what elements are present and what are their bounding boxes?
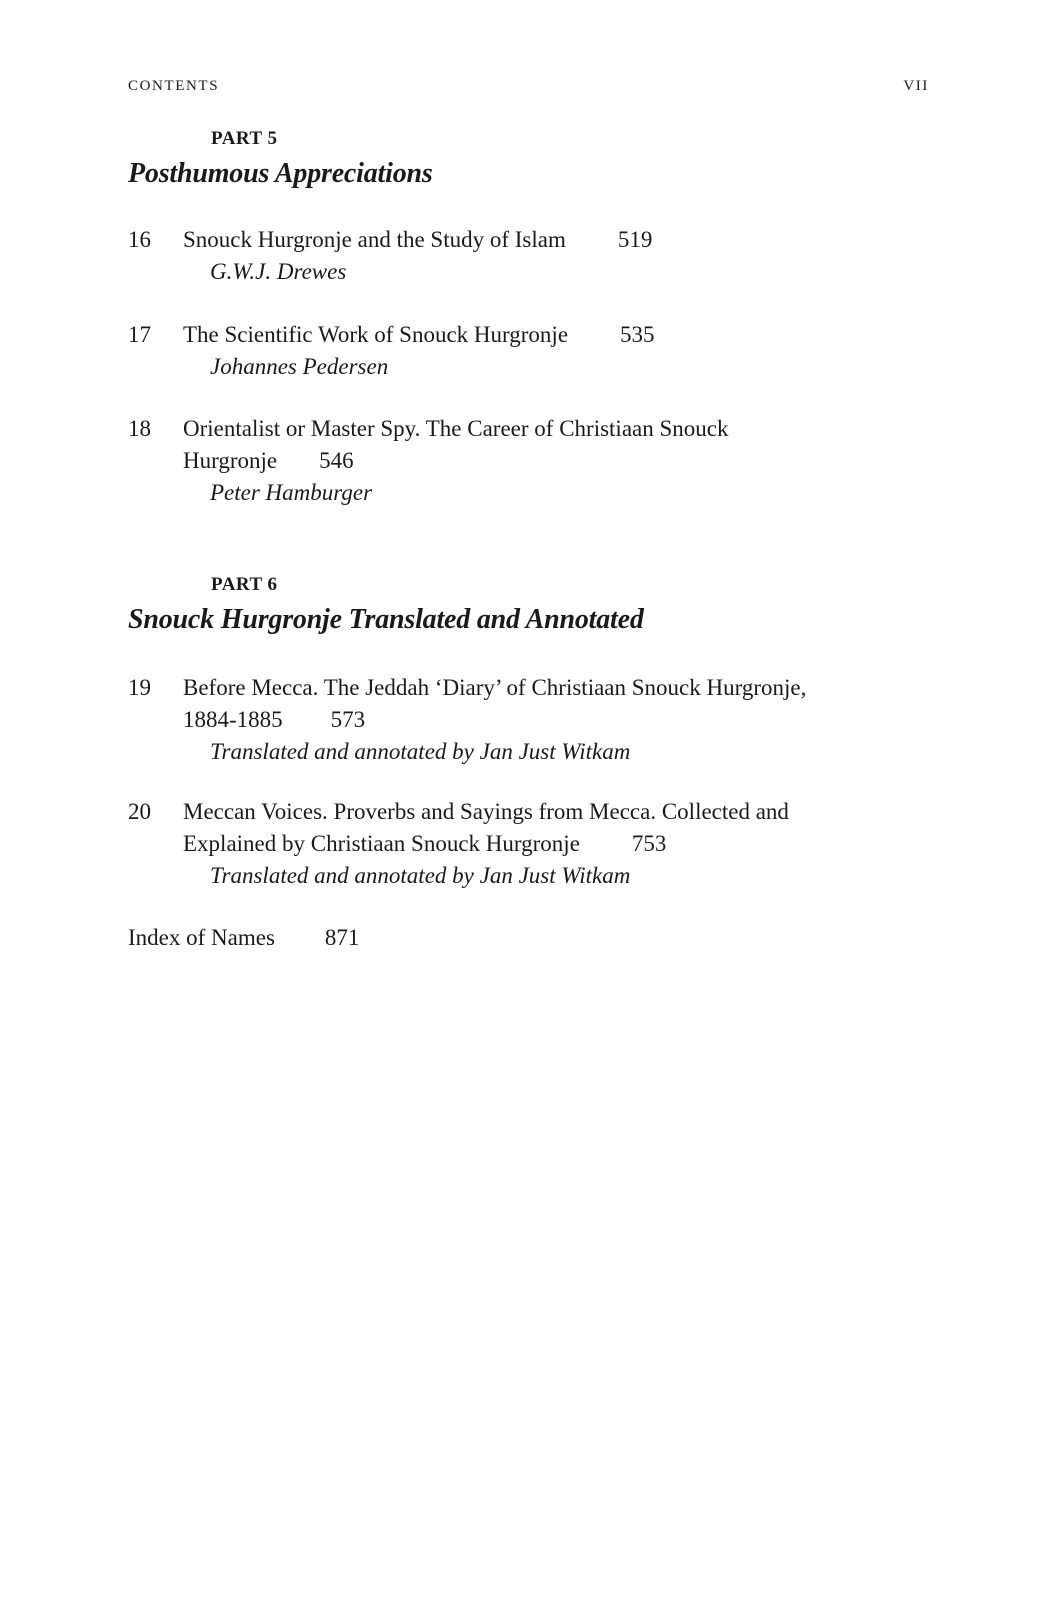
chapter-author: Peter Hamburger (210, 480, 373, 505)
chapter-author: Translated and annotated by Jan Just Witkam (210, 863, 631, 888)
toc-entry[interactable] (128, 672, 888, 768)
index-label: Index of Names (128, 925, 275, 950)
toc-entry[interactable] (128, 319, 888, 383)
part-label: PART 5 (211, 128, 278, 149)
chapter-page-number: 519 (617, 227, 653, 252)
chapter-author: Translated and annotated by Jan Just Witkam (210, 739, 631, 764)
chapter-page-number: 546 (319, 448, 354, 473)
toc-entry-index[interactable] (128, 922, 359, 954)
chapter-title-line-2: Hurgronje (183, 448, 278, 473)
chapter-page-number: 573 (330, 707, 366, 732)
chapter-number: 20 (128, 799, 151, 824)
chapter-page-number: 535 (620, 322, 655, 347)
chapter-title-line-1: Meccan Voices. Proverbs and Sayings from Mecca. Collected and (183, 799, 789, 824)
part-title: Posthumous Appreciations (128, 158, 433, 189)
index-page-number: 871 (324, 925, 360, 950)
part-label: PART 6 (211, 574, 278, 595)
chapter-title-line-2: Explained by Christiaan Snouck Hurgronje (183, 831, 580, 856)
toc-entry[interactable] (128, 796, 888, 892)
chapter-title: Snouck Hurgronje and the Study of Islam (183, 227, 566, 252)
chapter-title: The Scientific Work of Snouck Hurgronje (183, 322, 569, 347)
chapter-author: G.W.J. Drewes (210, 259, 347, 284)
running-head: CONTENTS (128, 78, 220, 94)
part-title: Snouck Hurgronje Translated and Annotated (128, 604, 644, 635)
chapter-number: 17 (128, 322, 151, 347)
chapter-number: 18 (128, 416, 151, 441)
page-folio: VII (903, 78, 929, 94)
chapter-number: 16 (128, 227, 151, 252)
toc-entry[interactable] (128, 413, 888, 509)
chapter-title-line-1: Orientalist or Master Spy. The Career of Christiaan Snouck (183, 416, 729, 441)
chapter-title-line-2: 1884-1885 (183, 707, 283, 732)
chapter-author: Johannes Pedersen (210, 354, 389, 379)
chapter-title-line-1: Before Mecca. The Jeddah ‘Diary’ of Christiaan Snouck Hurgronje, (183, 675, 807, 700)
chapter-page-number: 753 (631, 831, 667, 856)
chapter-number: 19 (128, 675, 151, 700)
toc-entry[interactable] (128, 224, 888, 288)
